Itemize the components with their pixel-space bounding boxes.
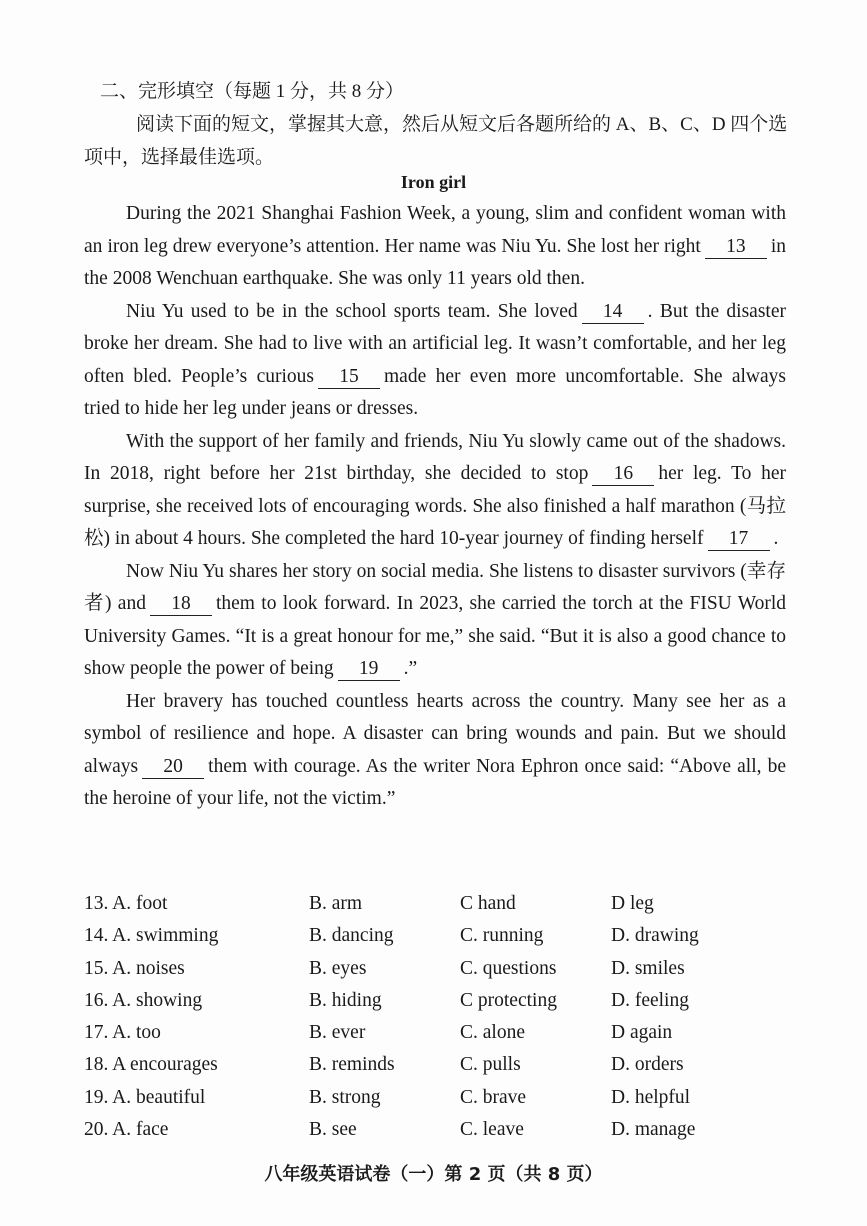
option-19-d: D. helpful xyxy=(611,1086,691,1108)
blank-18: 18 xyxy=(150,593,212,616)
option-14-b: B. dancing xyxy=(309,925,394,947)
paragraph-2: Niu Yu used to be in the school sports team. She loved 14 . But the disaster broke her dream. She had to live with an artificial leg. It wasn’t comfortable, and her leg often bled. People’s curious 15 made her even more uncomfortable. She always tried to hide her leg under jeans or dresses. xyxy=(84,300,787,419)
option-19-b: B. strong xyxy=(309,1086,381,1108)
option-14-d: D. drawing xyxy=(611,925,699,947)
option-15-b: B. eyes xyxy=(309,957,367,979)
option-18-a: 18. A encourages xyxy=(84,1054,218,1076)
paragraph-4: Now Niu Yu shares her story on social media. She listens to disaster survivors (幸存者) and 18 them to look forward. In 2023, she carried the torch at the FISU World University Games. “It is a great honour for me,” she said. “But it is also a good chance to show people the power of being 19 .” xyxy=(84,560,787,679)
blank-20: 20 xyxy=(142,756,204,779)
option-16-c: C protecting xyxy=(460,989,557,1011)
option-20-b: B. see xyxy=(309,1119,357,1141)
option-19-a: 19. A. beautiful xyxy=(84,1086,206,1108)
option-17-d: D again xyxy=(611,1022,673,1044)
option-19-c: C. brave xyxy=(460,1086,527,1108)
option-16-a: 16. A. showing xyxy=(84,989,203,1011)
option-20-a: 20. A. face xyxy=(84,1119,169,1141)
option-14-c: C. running xyxy=(460,925,544,947)
section-title: 二、完形填空（每题 1 分，共 8 分） xyxy=(100,81,405,102)
blank-13: 13 xyxy=(705,236,767,259)
option-13-c: C hand xyxy=(460,893,516,914)
article-title: Iron girl xyxy=(400,172,467,192)
option-20-d: D. manage xyxy=(611,1119,696,1141)
option-15-d: D. smiles xyxy=(611,957,685,979)
option-13-a: 13. A. foot xyxy=(84,893,168,914)
blank-15: 15 xyxy=(318,366,380,389)
blank-16: 16 xyxy=(592,463,654,486)
option-16-b: B. hiding xyxy=(309,989,382,1011)
option-13-b: B. arm xyxy=(309,893,363,914)
option-15-a: 15. A. noises xyxy=(84,957,185,979)
option-18-c: C. pulls xyxy=(460,1054,521,1076)
instructions-text: 阅读下面的短文，掌握其大意，然后从短文后各题所给的 A、B、C、D 四个选项中，选择最佳选项。 xyxy=(84,114,788,168)
option-20-c: C. leave xyxy=(460,1119,524,1141)
blank-14: 14 xyxy=(582,301,644,324)
option-17-a: 17. A. too xyxy=(84,1022,161,1044)
option-17-b: B. ever xyxy=(309,1022,366,1044)
option-17-c: C. alone xyxy=(460,1022,525,1044)
paragraph-5: Her bravery has touched countless hearts across the country. Many see her as a symbol of resilience and hope. A disaster can bring wounds and pain. But we should always 20 them with courage. As the writer Nora Ephron once said: “Above all, be the heroine of your life, not the victim.” xyxy=(84,690,786,809)
option-13-d: D leg xyxy=(611,893,654,914)
blank-19: 19 xyxy=(338,658,400,681)
passage xyxy=(84,198,786,816)
option-18-d: D. orders xyxy=(611,1054,684,1076)
blank-17: 17 xyxy=(708,528,770,551)
paragraph-3: With the support of her family and friends, Niu Yu slowly came out of the shadows. In 2018, right before her 21st birthday, she decided to stop 16 her leg. To her surprise, she received lots of encouraging words. She also finished a half marathon (马拉松) in about 4 hours. She completed the hard 10-year journey of finding herself 17 . xyxy=(84,430,786,549)
option-15-c: C. questions xyxy=(460,957,557,979)
instructions xyxy=(84,108,796,174)
option-18-b: B. reminds xyxy=(309,1054,395,1076)
option-16-d: D. feeling xyxy=(611,989,689,1011)
page-footer: 八年级英语试卷（一）第 2 页（共 8 页） xyxy=(264,1164,603,1185)
paragraph-1: During the 2021 Shanghai Fashion Week, a young, slim and confident woman with an iron leg drew everyone’s attention. Her name was Niu Yu. She lost her right 13 in the 2008 Wenchuan earthquake. She was only 11 years old then. xyxy=(84,203,786,289)
option-14-a: 14. A. swimming xyxy=(84,925,219,947)
